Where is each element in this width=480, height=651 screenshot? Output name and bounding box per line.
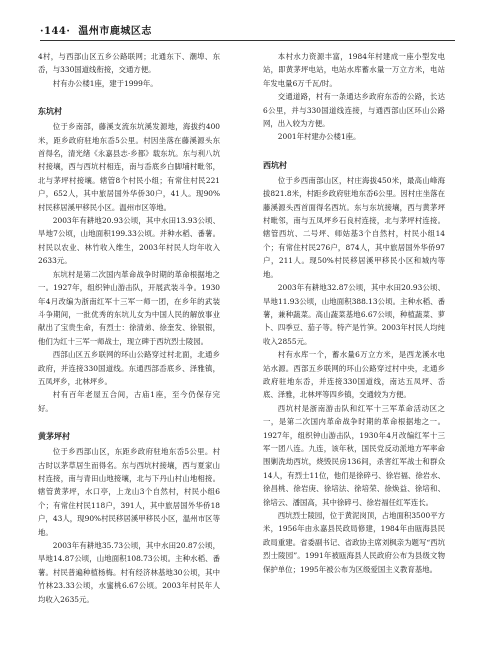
section-heading-maoping: 黄茅坪村 [38, 432, 70, 442]
paragraph: 位于乡南部，藤溪支流东坑溪发源地，海拔约400米，距乡政府驻地东岙5公里。村因坐落在藤溪源头东首得名，清光绪《永嘉县志·乡都》载东坑。东与利八坑村接壤，西与西坑村相连，南与岙底乡白脚埔村毗邻，北与茅坪村接壤。辖管8个村民小组；有常住村民221户，652人，其中旅居国外华侨30户，41人。现90%村民移居溪甲移民小区。温州市区等地。 [38, 122, 220, 212]
paragraph: 西坑村是浙南游击队和红军十三军革命活动区之一，是第二次国内革命战争时期的革命根据地之一。1927年，组织钟山游击队，1930年4月改编红军十三军一团八连。九连，该年秋，国民党反动派地方军率命围剿洗劫西坑，烧毁民房136间，杀害红军战士和群众14人，有烈士11位，他们是徐碎弓、徐岩福、徐岩水、徐昌桃、徐岩庚、徐培法、徐培荣、徐焕益、徐培和、徐培云、潘国高，其中徐碎弓、徐岩福任红军连长。 [263, 403, 445, 507]
section-heading-xikeng: 西坑村 [263, 160, 287, 170]
paragraph: 4村，与西部山区五乡公路联网；北通东下、潮埠、东岙，与330国道线衔接，交通方便。 [38, 52, 220, 75]
paragraph: 2001年村建办公楼1座。 [277, 132, 361, 142]
spacer [263, 144, 445, 155]
paragraph: 西坑烈士陵园，位于黄泥岗顶，占地面积3500平方米，1956年由永嘉县民政局修建，1984年由瓯海县民政局重建。省委副书记、省政协主席刘枫亲为题写“西坑烈士陵园”。1991年被瓯海县人民政府公布为县级文物保护单位；1995年被公布为区级爱国主义教育基地。 [263, 511, 445, 574]
left-column [38, 50, 220, 606]
paragraph: 位于乡西南部山区，村庄海拔450米，最高山峰海拔821.8米，村距乡政府驻地东岙6公里。因村庄坐落在藤溪源头西首面得名西坑。东与东坑接壤，西与黄茅坪村毗邻，南与五凤坪乡石良村连接，北与茅坪村连接。辖管西坑、二号坪、师姑基3个自然村，村民小组14个；有常住村民276户，874人，其中旅居国外华侨97户，211人。现50%村民移居溪甲移民小区和城内等地。 [263, 175, 445, 279]
header-rule [40, 40, 455, 41]
paragraph: 2003年有耕地35.73公顷，其中水田20.87公顷，旱地14.87公顷，山地面积108.73公顷。主种水稻、番薯。村民普遍种植杨梅。村有经济林基地30公顷，其中竹林23.33公顷，水蜜桃6.67公顷。2003年村民年人均收入2635元。 [38, 541, 220, 604]
paragraph: 本村水力资源丰富，1984年村建成一座小型发电站，即黄茅坪电站，电站水库蓄水量一万立方米，电站年发电量6万千瓦/时。 [263, 52, 445, 88]
paragraph: 村有办公楼1座，建于1999年。 [52, 78, 158, 88]
right-column [263, 50, 445, 576]
paragraph: 东坑村是第二次国内革命战争时期的革命根据地之一。1927年，组织钟山游击队，开展武装斗争。1930年4月改编为浙南红军十三军一师一团，在乡年的武装斗争期间，一批优秀的东坑儿女为中国人民的解放事业献出了宝贵生命，有烈士：徐清弟、徐奎发、徐银银，他们为红十三军一师战士，现立碑于西坑烈士陵园。 [38, 269, 220, 346]
paragraph: 村有水库一个，蓄水量6万立方米，是西龙溪水电站水源。西部五乡联网的环山公路穿过村中央，北通乡政府驻地东岙，并连接330国道线，南达五凤坪、岙底、泽雅，北林坪等四乡镇，交通较为方便。 [263, 350, 445, 400]
page-number: ·144· [40, 26, 71, 37]
spacer [38, 415, 220, 426]
section-heading-dongkeng: 东坑村 [38, 107, 62, 117]
paragraph: 2003年有耕地32.87公顷，其中水田20.93公顷、旱地11.93公顷，山地面积388.13公顷。主种水稻、番薯，兼种蔬菜。高山蔬菜基地6.67公顷，种植蔬菜、萝卜、四季豆、茄子等。特产是竹笋。2003年村民人均纯收入2855元。 [263, 283, 445, 346]
book-title: 温州市鹿城区志 [78, 26, 152, 37]
paragraph: 西部山区五乡联网的环山公路穿过村北面，北通乡政府，并连接330国道线。东通西部岙底乡、泽雅镇，五凤坪乡，北林坪乡。 [38, 350, 220, 386]
spacer [38, 90, 220, 101]
page-header [40, 22, 460, 40]
paragraph: 交通道路，村有一条通达乡政府东岙的公路，长达6公里，并与330国道线连接，与通西部山区环山公路网，出入较为方便。 [263, 92, 445, 129]
paragraph: 2003年有耕地20.93公顷，其中水田13.93公顷、旱地7公顷，山地面积199.33公顷。并种水稻、番薯。村民以农业、林竹收入维生，2003年村民人均年收入2633元。 [38, 216, 220, 266]
paragraph: 村有百年老屋五合间，古庙1座，至今仍保存完好。 [38, 390, 220, 413]
paragraph: 位于乡西部山区，东距乡政府驻地东岙5公里。村古时以茅草居生而得名。东与西坑村接壤，西与夏家山村连接，南与青田山地接壤，北与下丹山村山地相接。辖管黄茅坪，水口亭，上龙山3个自然村，村民小组6个；有常住村民118户，391人，其中旅居国外华侨18户，43人，现90%村民移居溪甲移民小区，温州市区等地。 [38, 447, 220, 537]
